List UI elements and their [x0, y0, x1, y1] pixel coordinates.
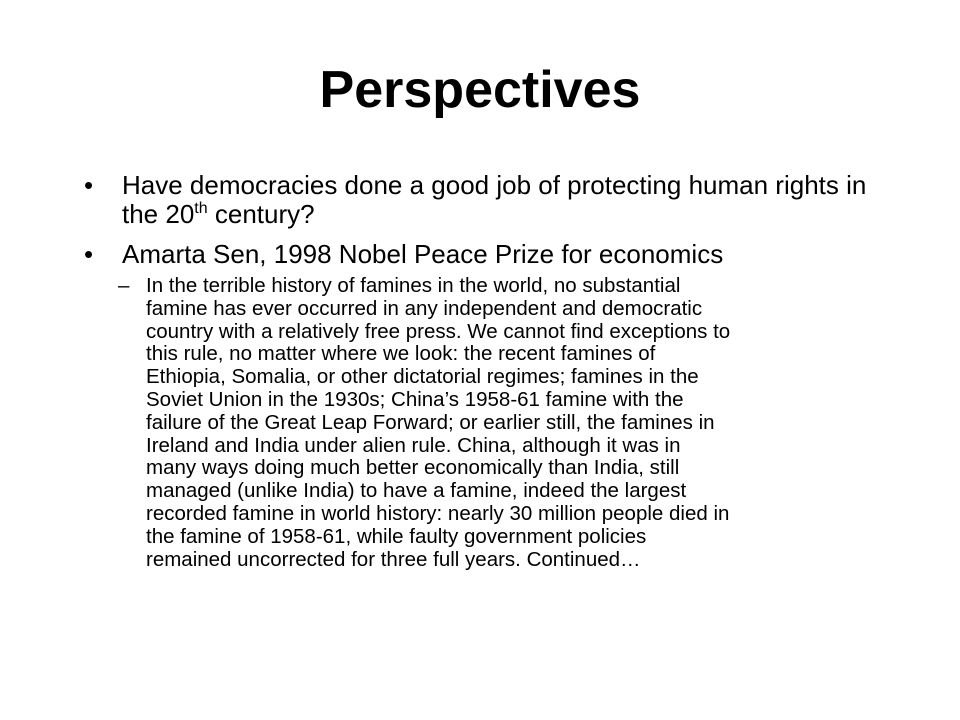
- sub-bullet-quote: [118, 275, 918, 571]
- bullet-text-main: Have democracies done a good job of protecting human rights in the 20: [122, 170, 867, 229]
- bullet-item-sen: [84, 240, 904, 269]
- superscript-ordinal: th: [194, 200, 208, 217]
- dash-marker: –: [118, 274, 130, 297]
- bullet-marker: •: [84, 170, 94, 200]
- bullet-text-tail: century?: [207, 199, 315, 229]
- quote-text: In the terrible history of famines in the world, no substantial famine has ever occurred in any independent and democratic country with a relatively free press. We cannot find exceptions to this rule, no matter where we look: the recent famines of Ethiopia, Somalia, or other dictatorial regimes; famines in the Soviet Union in the 1930s; China’s 1958-61 famine with the failure of the Great Leap Forward; or earlier still, the famines in Ireland and India under alien rule. China, although it was in many ways doing much better economically than India, still managed (unlike India) to have a famine, indeed the largest recorded famine in world history: nearly 30 million people died in the famine of 1958-61, while faulty government policies remained uncorrected for three full years. Continued…: [146, 274, 731, 571]
- bullet-item-democracies: [84, 171, 904, 229]
- slide-title: Perspectives: [319, 61, 641, 119]
- bullet-text: Amarta Sen, 1998 Nobel Peace Prize for economics: [122, 239, 724, 269]
- bullet-marker: •: [84, 239, 94, 269]
- bullet-text: [122, 171, 904, 229]
